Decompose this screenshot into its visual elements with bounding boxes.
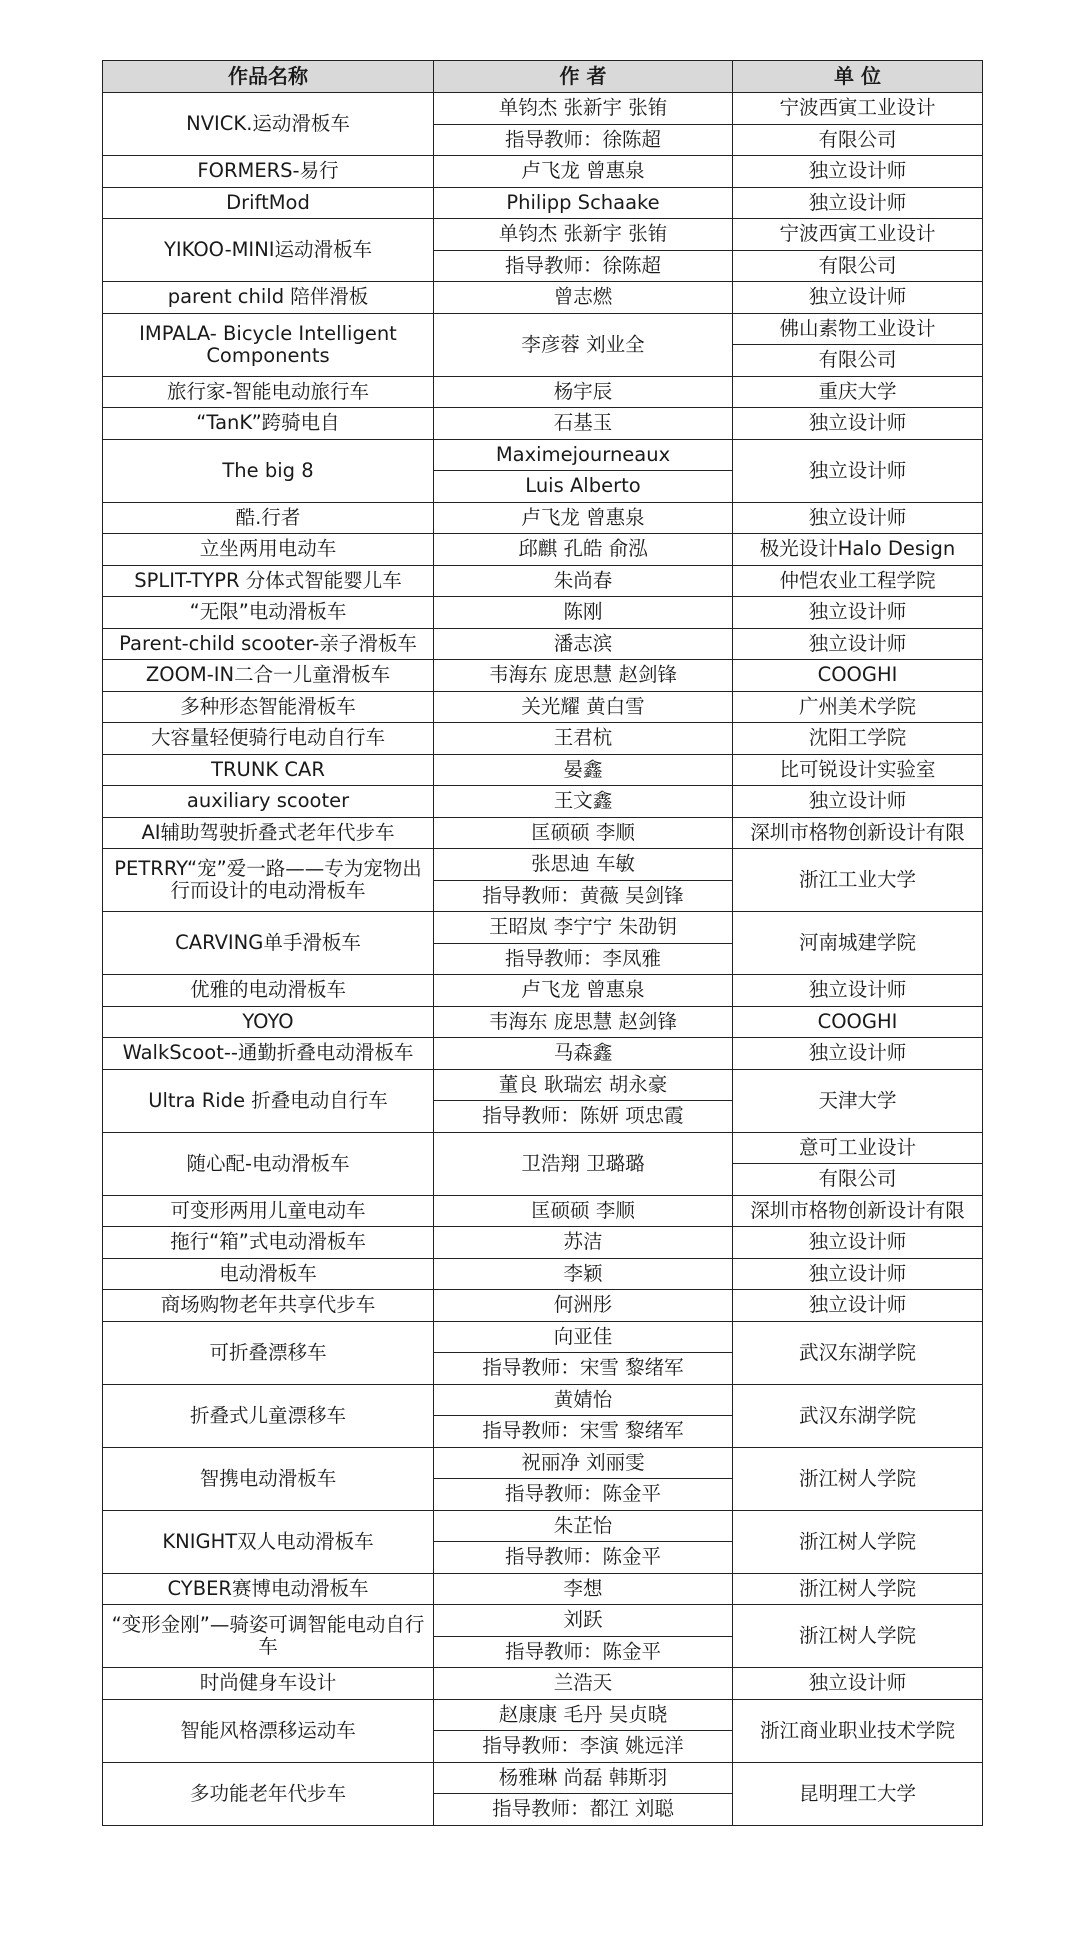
author-cell: 李颖	[434, 1258, 733, 1290]
table-row	[103, 376, 983, 408]
unit-cell: 独立设计师	[733, 1258, 983, 1290]
table-row	[103, 723, 983, 755]
author-cell: 曾志燃	[434, 282, 733, 314]
work-title-cell: CARVING单手滑板车	[103, 912, 434, 975]
unit-cell: 独立设计师	[733, 1668, 983, 1700]
header-unit: 单 位	[733, 61, 983, 93]
work-title-cell: 电动滑板车	[103, 1258, 434, 1290]
unit-cell: 独立设计师	[733, 408, 983, 440]
unit-cell: 意可工业设计	[733, 1132, 983, 1164]
unit-cell: 深圳市格物创新设计有限	[733, 1195, 983, 1227]
advisor-cell: 指导教师：陈妍 项忠霞	[434, 1101, 733, 1133]
work-title-cell: WalkScoot--通勤折叠电动滑板车	[103, 1038, 434, 1070]
author-cell: 匡硕硕 李顺	[434, 817, 733, 849]
work-title-cell: “TanK”跨骑电自	[103, 408, 434, 440]
unit-cell: 独立设计师	[733, 282, 983, 314]
table-row	[103, 912, 983, 944]
table-header	[103, 61, 983, 93]
advisor-cell: 指导教师：都江 刘聪	[434, 1794, 733, 1826]
work-title-cell: 可变形两用儿童电动车	[103, 1195, 434, 1227]
unit-cell: 宁波西寅工业设计	[733, 219, 983, 251]
unit-cell: 宁波西寅工业设计	[733, 93, 983, 125]
table-row	[103, 754, 983, 786]
table-row	[103, 1699, 983, 1731]
author-cell: 王昭岚 李宁宁 朱劭钥	[434, 912, 733, 944]
unit-cell: 有限公司	[733, 250, 983, 282]
author-cell: 邱麒 孔皓 俞泓	[434, 534, 733, 566]
work-title-cell: IMPALA- Bicycle Intelligent Components	[103, 313, 434, 376]
author-cell: 陈刚	[434, 597, 733, 629]
advisor-cell: 指导教师：徐陈超	[434, 124, 733, 156]
table-row	[103, 156, 983, 188]
author-cell: 李想	[434, 1573, 733, 1605]
unit-cell: 独立设计师	[733, 975, 983, 1007]
table-row	[103, 1762, 983, 1794]
author-cell: 韦海东 庞思慧 赵剑锋	[434, 660, 733, 692]
unit-cell: 沈阳工学院	[733, 723, 983, 755]
unit-cell: 深圳市格物创新设计有限	[733, 817, 983, 849]
unit-cell: 独立设计师	[733, 1227, 983, 1259]
table-row	[103, 660, 983, 692]
work-title-cell: 商场购物老年共享代步车	[103, 1290, 434, 1322]
advisor-cell: 指导教师：黄薇 吴剑锋	[434, 880, 733, 912]
work-title-cell: SPLIT-TYPR 分体式智能婴儿车	[103, 565, 434, 597]
unit-cell: 极光设计Halo Design	[733, 534, 983, 566]
unit-cell: 昆明理工大学	[733, 1762, 983, 1825]
table-row	[103, 975, 983, 1007]
work-title-cell: YIKOO-MINI运动滑板车	[103, 219, 434, 282]
header-row	[103, 61, 983, 93]
unit-cell: 独立设计师	[733, 786, 983, 818]
advisor-cell: 指导教师：陈金平	[434, 1479, 733, 1511]
work-title-cell: 随心配-电动滑板车	[103, 1132, 434, 1195]
unit-cell: 浙江树人学院	[733, 1605, 983, 1668]
work-title-cell: 拖行“箱”式电动滑板车	[103, 1227, 434, 1259]
work-title-cell: Ultra Ride 折叠电动自行车	[103, 1069, 434, 1132]
work-title-cell: 多种形态智能滑板车	[103, 691, 434, 723]
work-title-cell: KNIGHT双人电动滑板车	[103, 1510, 434, 1573]
author-cell: Maximejourneaux	[434, 439, 733, 471]
unit-cell: 佛山素物工业设计	[733, 313, 983, 345]
work-title-cell: 旅行家-智能电动旅行车	[103, 376, 434, 408]
unit-cell: 比可锐设计实验室	[733, 754, 983, 786]
work-title-cell: PETRRY“宠”爱一路——专为宠物出行而设计的电动滑板车	[103, 849, 434, 912]
table-row	[103, 1227, 983, 1259]
author-cell: 石基玉	[434, 408, 733, 440]
table-row	[103, 1573, 983, 1605]
author-cell: Philipp Schaake	[434, 187, 733, 219]
author-cell: 关光耀 黄白雪	[434, 691, 733, 723]
unit-cell: 有限公司	[733, 1164, 983, 1196]
unit-cell: 浙江树人学院	[733, 1573, 983, 1605]
advisor-cell: 指导教师：陈金平	[434, 1542, 733, 1574]
author-cell: 兰浩天	[434, 1668, 733, 1700]
work-title-cell: 折叠式儿童漂移车	[103, 1384, 434, 1447]
work-title-cell: ZOOM-IN二合一儿童滑板车	[103, 660, 434, 692]
unit-cell: 天津大学	[733, 1069, 983, 1132]
author-cell: 祝丽净 刘丽雯	[434, 1447, 733, 1479]
author-cell: 马森鑫	[434, 1038, 733, 1070]
table-row	[103, 597, 983, 629]
work-title-cell: parent child 陪伴滑板	[103, 282, 434, 314]
table-row	[103, 1038, 983, 1070]
author-cell: 向亚佳	[434, 1321, 733, 1353]
author-cell: 卢飞龙 曾惠泉	[434, 156, 733, 188]
unit-cell: 浙江工业大学	[733, 849, 983, 912]
table-row	[103, 849, 983, 881]
table-row	[103, 565, 983, 597]
author-cell: 卢飞龙 曾惠泉	[434, 975, 733, 1007]
advisor-cell: 指导教师：李演 姚远洋	[434, 1731, 733, 1763]
advisor-cell: 指导教师：宋雪 黎绪军	[434, 1416, 733, 1448]
table-row	[103, 282, 983, 314]
author-cell: 刘跃	[434, 1605, 733, 1637]
unit-cell: 浙江树人学院	[733, 1447, 983, 1510]
table-row	[103, 1384, 983, 1416]
unit-cell: 独立设计师	[733, 1038, 983, 1070]
work-title-cell: 智能风格漂移运动车	[103, 1699, 434, 1762]
author-cell: 董良 耿瑞宏 胡永豪	[434, 1069, 733, 1101]
table-row	[103, 439, 983, 471]
advisor-cell: 指导教师：李凤雅	[434, 943, 733, 975]
table-row	[103, 1195, 983, 1227]
unit-cell: 河南城建学院	[733, 912, 983, 975]
work-title-cell: DriftMod	[103, 187, 434, 219]
table-row	[103, 313, 983, 345]
advisor-cell: Luis Alberto	[434, 471, 733, 503]
work-title-cell: 酷.行者	[103, 502, 434, 534]
table-row	[103, 1258, 983, 1290]
table-row	[103, 534, 983, 566]
table-row	[103, 786, 983, 818]
table-row	[103, 817, 983, 849]
unit-cell: 独立设计师	[733, 597, 983, 629]
work-title-cell: CYBER赛博电动滑板车	[103, 1573, 434, 1605]
unit-cell: 独立设计师	[733, 1290, 983, 1322]
author-cell: 王文鑫	[434, 786, 733, 818]
author-cell: 张思迪 车敏	[434, 849, 733, 881]
work-title-cell: 优雅的电动滑板车	[103, 975, 434, 1007]
author-cell: 苏洁	[434, 1227, 733, 1259]
author-cell: 何洲彤	[434, 1290, 733, 1322]
work-title-cell: 大容量轻便骑行电动自行车	[103, 723, 434, 755]
advisor-cell: 指导教师：宋雪 黎绪军	[434, 1353, 733, 1385]
table-row	[103, 1510, 983, 1542]
work-title-cell: “变形金刚”—骑姿可调智能电动自行车	[103, 1605, 434, 1668]
work-title-cell: 智携电动滑板车	[103, 1447, 434, 1510]
table-row	[103, 408, 983, 440]
author-cell: 韦海东 庞思慧 赵剑锋	[434, 1006, 733, 1038]
unit-cell: 浙江树人学院	[733, 1510, 983, 1573]
author-cell: 王君杭	[434, 723, 733, 755]
author-cell: 杨宇辰	[434, 376, 733, 408]
header-work: 作品名称	[103, 61, 434, 93]
unit-cell: 有限公司	[733, 345, 983, 377]
unit-cell: COOGHI	[733, 660, 983, 692]
table-row	[103, 187, 983, 219]
author-cell: 赵康康 毛丹 吴贞晓	[434, 1699, 733, 1731]
unit-cell: 武汉东湖学院	[733, 1384, 983, 1447]
unit-cell: 有限公司	[733, 124, 983, 156]
unit-cell: 浙江商业职业技术学院	[733, 1699, 983, 1762]
table-row	[103, 1132, 983, 1164]
work-title-cell: 立坐两用电动车	[103, 534, 434, 566]
unit-cell: 重庆大学	[733, 376, 983, 408]
awards-table	[102, 60, 983, 1826]
unit-cell: 独立设计师	[733, 187, 983, 219]
unit-cell: 独立设计师	[733, 156, 983, 188]
table-row	[103, 1668, 983, 1700]
header-authors: 作 者	[434, 61, 733, 93]
work-title-cell: 可折叠漂移车	[103, 1321, 434, 1384]
table-row	[103, 1290, 983, 1322]
work-title-cell: 时尚健身车设计	[103, 1668, 434, 1700]
advisor-cell: 指导教师：徐陈超	[434, 250, 733, 282]
unit-cell: 仲恺农业工程学院	[733, 565, 983, 597]
author-cell: 潘志滨	[434, 628, 733, 660]
author-cell: 卢飞龙 曾惠泉	[434, 502, 733, 534]
work-title-cell: The big 8	[103, 439, 434, 502]
unit-cell: 独立设计师	[733, 628, 983, 660]
unit-cell: 武汉东湖学院	[733, 1321, 983, 1384]
table-row	[103, 628, 983, 660]
author-cell: 匡硕硕 李顺	[434, 1195, 733, 1227]
work-title-cell: YOYO	[103, 1006, 434, 1038]
author-cell: 黄婧怡	[434, 1384, 733, 1416]
table-row	[103, 1447, 983, 1479]
advisor-cell: 指导教师：陈金平	[434, 1636, 733, 1668]
work-title-cell: 多功能老年代步车	[103, 1762, 434, 1825]
table-row	[103, 1006, 983, 1038]
work-title-cell: Parent-child scooter-亲子滑板车	[103, 628, 434, 660]
author-cell: 晏鑫	[434, 754, 733, 786]
table-row	[103, 502, 983, 534]
author-cell: 卫浩翔 卫璐璐	[434, 1132, 733, 1195]
author-cell: 单钧杰 张新宇 张铕	[434, 219, 733, 251]
author-cell: 单钧杰 张新宇 张铕	[434, 93, 733, 125]
unit-cell: 独立设计师	[733, 439, 983, 502]
unit-cell: 独立设计师	[733, 502, 983, 534]
author-cell: 朱尚春	[434, 565, 733, 597]
table-row	[103, 1321, 983, 1353]
table-row	[103, 691, 983, 723]
author-cell: 杨雅琳 尚磊 韩斯羽	[434, 1762, 733, 1794]
work-title-cell: AI辅助驾驶折叠式老年代步车	[103, 817, 434, 849]
table-row	[103, 219, 983, 251]
work-title-cell: TRUNK CAR	[103, 754, 434, 786]
table-body	[103, 93, 983, 1826]
work-title-cell: NVICK.运动滑板车	[103, 93, 434, 156]
table-row	[103, 93, 983, 125]
work-title-cell: “无限”电动滑板车	[103, 597, 434, 629]
unit-cell: COOGHI	[733, 1006, 983, 1038]
author-cell: 朱芷怡	[434, 1510, 733, 1542]
unit-cell: 广州美术学院	[733, 691, 983, 723]
table-row	[103, 1069, 983, 1101]
table-row	[103, 1605, 983, 1637]
work-title-cell: auxiliary scooter	[103, 786, 434, 818]
work-title-cell: FORMERS-易行	[103, 156, 434, 188]
author-cell: 李彦蓉 刘业全	[434, 313, 733, 376]
